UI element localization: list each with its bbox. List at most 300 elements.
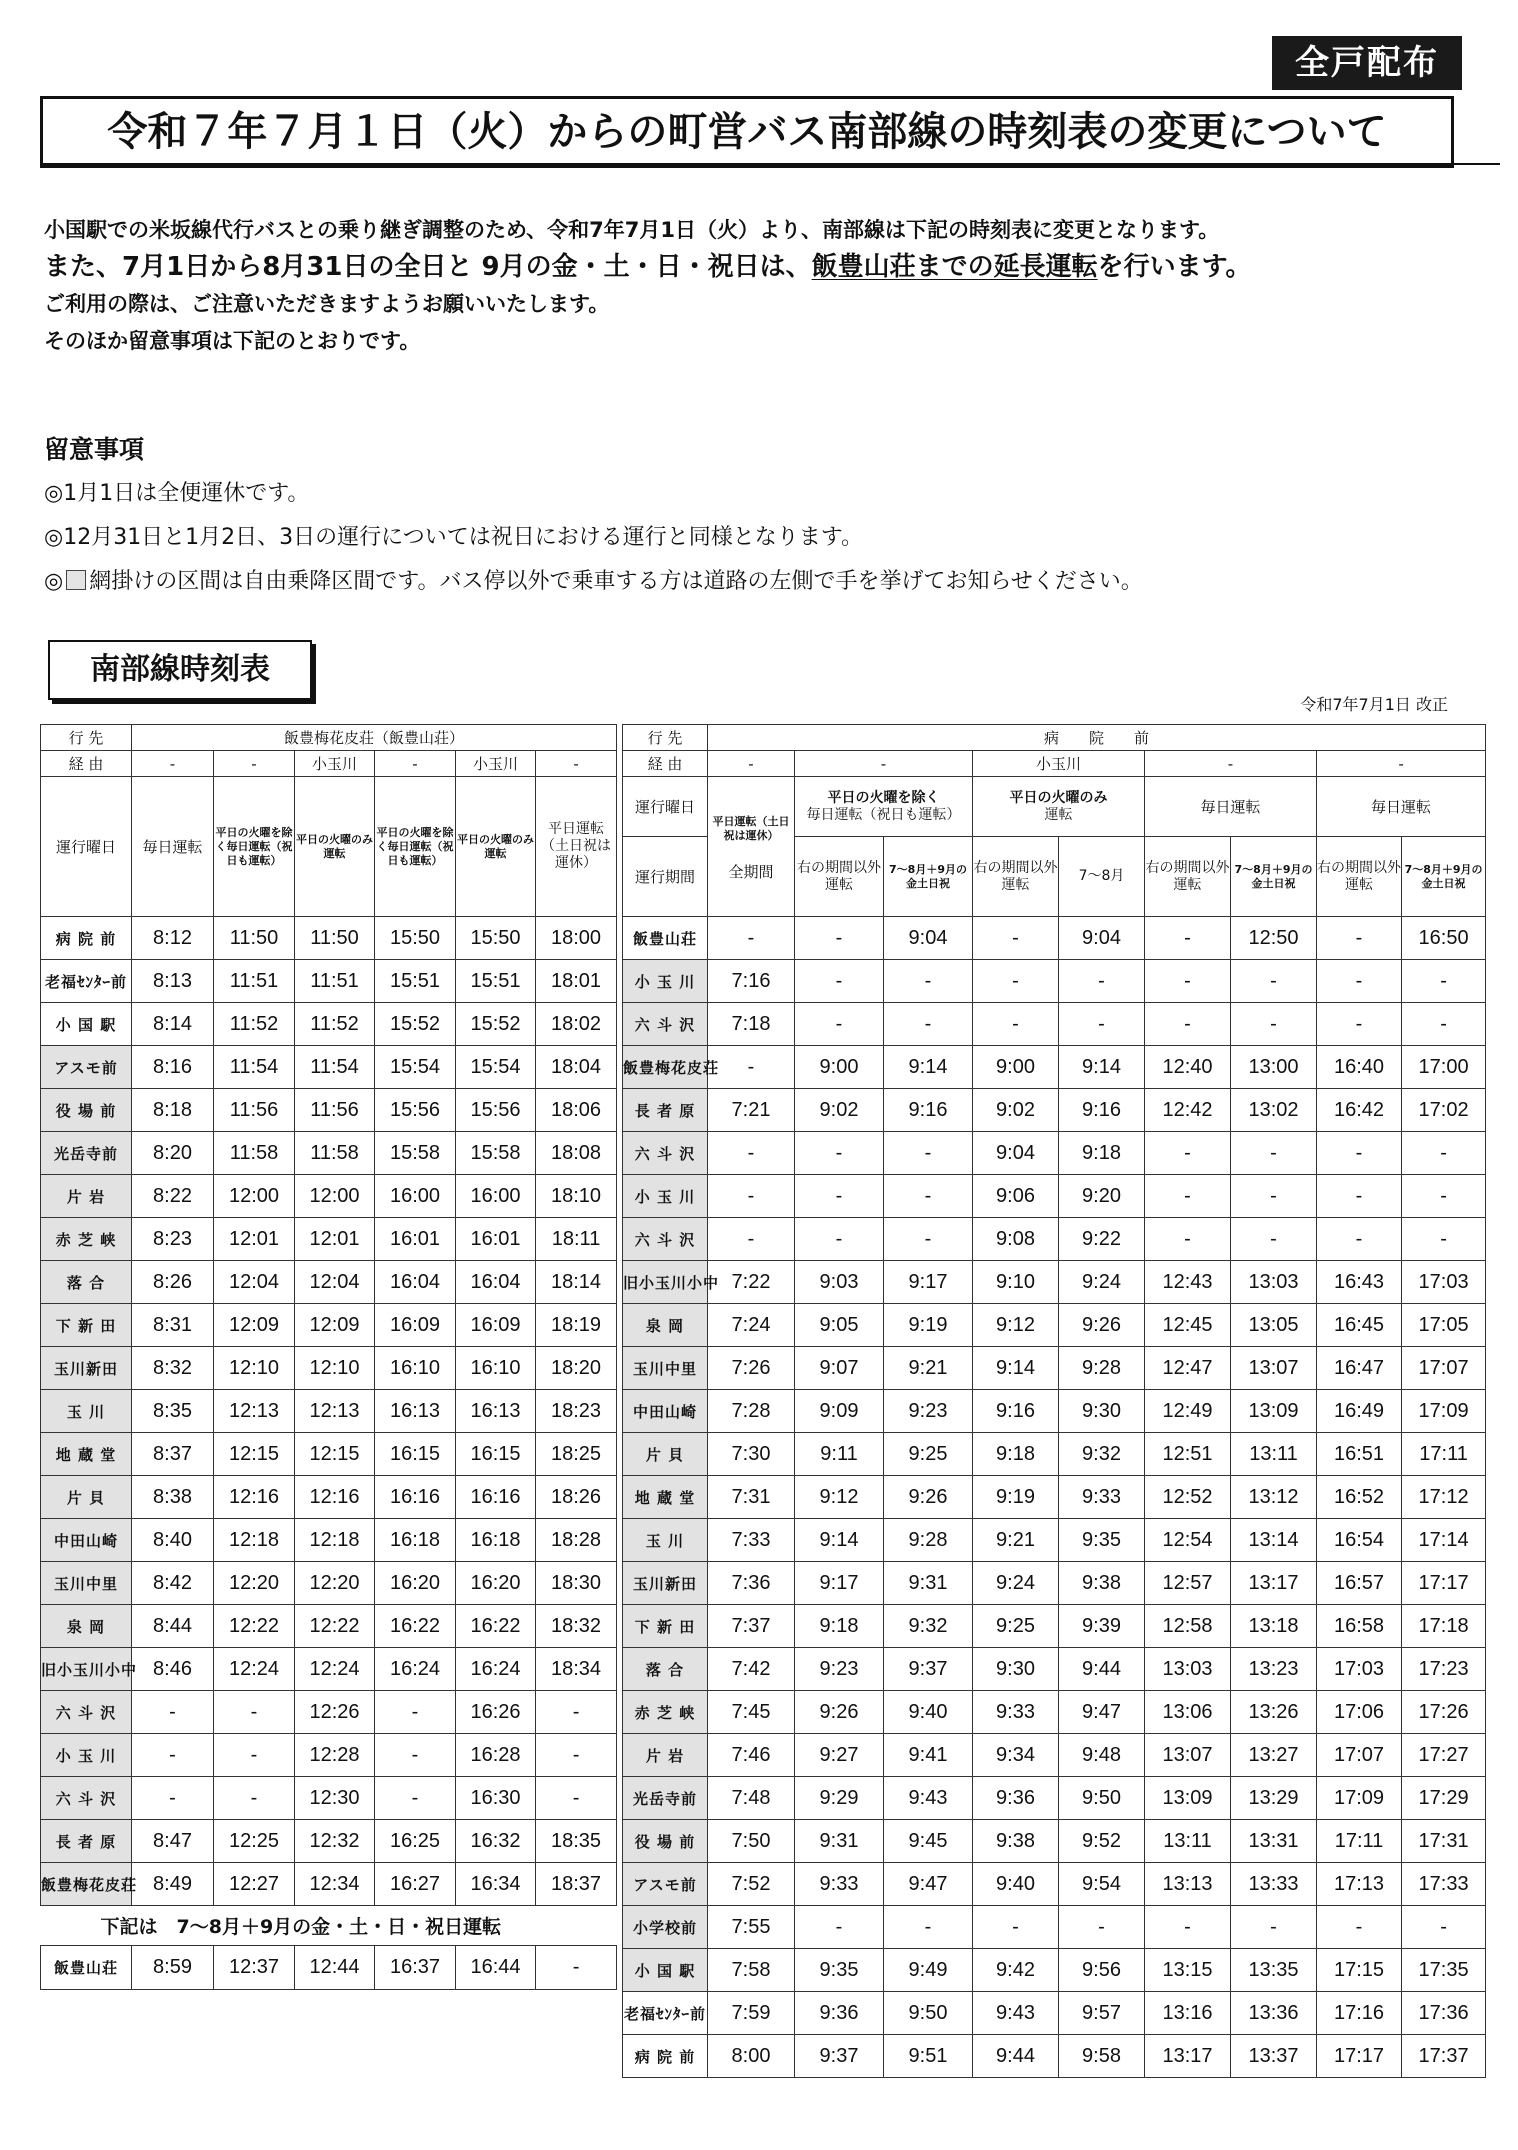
time-cell: 9:35 bbox=[1059, 1519, 1145, 1562]
table-row bbox=[623, 1132, 1486, 1175]
time-cell: - bbox=[1059, 960, 1145, 1003]
distribution-badge: 全戸配布 bbox=[1272, 36, 1462, 90]
stop-name: 病 院 前 bbox=[41, 917, 132, 960]
destination: 病 院 前 bbox=[708, 725, 1486, 751]
stop-name: 長 者 原 bbox=[623, 1089, 708, 1132]
via-cell: - bbox=[214, 751, 295, 777]
time-cell: 8:31 bbox=[132, 1304, 214, 1347]
table-row bbox=[41, 1433, 617, 1476]
via-cell: - bbox=[375, 751, 456, 777]
table-row bbox=[41, 1605, 617, 1648]
notes-heading: 留意事項 bbox=[44, 435, 145, 464]
table-row bbox=[41, 1562, 617, 1605]
time-cell: - bbox=[1145, 960, 1231, 1003]
time-cell: 12:49 bbox=[1145, 1390, 1231, 1433]
period-cell: 右の期間以外運転 bbox=[1145, 837, 1231, 917]
time-cell: 12:22 bbox=[295, 1605, 375, 1648]
time-cell: 9:43 bbox=[884, 1777, 973, 1820]
time-cell: 9:26 bbox=[795, 1691, 884, 1734]
time-cell: 13:07 bbox=[1145, 1734, 1231, 1777]
time-cell: 16:00 bbox=[456, 1175, 536, 1218]
time-cell: 18:26 bbox=[536, 1476, 617, 1519]
time-cell: 9:20 bbox=[1059, 1175, 1145, 1218]
time-cell: 9:38 bbox=[1059, 1562, 1145, 1605]
time-cell: 16:44 bbox=[456, 1946, 536, 1990]
time-cell: 8:00 bbox=[708, 2035, 795, 2078]
time-cell: 7:16 bbox=[708, 960, 795, 1003]
via-cell: - bbox=[708, 751, 795, 777]
time-cell: 12:45 bbox=[1145, 1304, 1231, 1347]
time-cell: 16:13 bbox=[456, 1390, 536, 1433]
time-cell: 13:06 bbox=[1145, 1691, 1231, 1734]
time-cell: 16:37 bbox=[375, 1946, 456, 1990]
time-cell: 17:03 bbox=[1402, 1261, 1486, 1304]
time-cell: 11:58 bbox=[214, 1132, 295, 1175]
table-row bbox=[41, 1304, 617, 1347]
stop-name: 六 斗 沢 bbox=[41, 1691, 132, 1734]
time-cell: 12:04 bbox=[214, 1261, 295, 1304]
table-row bbox=[623, 2035, 1486, 2078]
stop-name: 飯豊梅花皮荘 bbox=[623, 1046, 708, 1089]
time-cell: 12:54 bbox=[1145, 1519, 1231, 1562]
stop-name: 役 場 前 bbox=[623, 1820, 708, 1863]
time-cell: 9:26 bbox=[884, 1476, 973, 1519]
time-cell: 16:52 bbox=[1317, 1476, 1402, 1519]
table-row bbox=[41, 1476, 617, 1519]
period-cell: 右の期間以外運転 bbox=[973, 837, 1059, 917]
time-cell: - bbox=[1317, 1175, 1402, 1218]
time-cell: - bbox=[973, 1906, 1059, 1949]
time-cell: 9:17 bbox=[884, 1261, 973, 1304]
time-cell: 16:45 bbox=[1317, 1304, 1402, 1347]
time-cell: 17:17 bbox=[1402, 1562, 1486, 1605]
time-cell: 9:56 bbox=[1059, 1949, 1145, 1992]
time-cell: - bbox=[1402, 960, 1486, 1003]
time-cell: 9:25 bbox=[973, 1605, 1059, 1648]
stop-name: 落 合 bbox=[41, 1261, 132, 1304]
time-cell: 12:32 bbox=[295, 1820, 375, 1863]
table-row bbox=[623, 1519, 1486, 1562]
time-cell: 9:03 bbox=[795, 1261, 884, 1304]
title-divider bbox=[40, 163, 1500, 165]
time-cell: - bbox=[973, 1003, 1059, 1046]
time-cell: 7:46 bbox=[708, 1734, 795, 1777]
operation-days-cell: 毎日運転 bbox=[132, 777, 214, 917]
time-cell: 12:58 bbox=[1145, 1605, 1231, 1648]
time-cell: 12:01 bbox=[214, 1218, 295, 1261]
stop-name: 片 岩 bbox=[41, 1175, 132, 1218]
time-cell: 16:18 bbox=[375, 1519, 456, 1562]
table-row bbox=[623, 1949, 1486, 1992]
time-cell: 9:58 bbox=[1059, 2035, 1145, 2078]
table-row bbox=[623, 1046, 1486, 1089]
time-cell: 16:09 bbox=[456, 1304, 536, 1347]
time-cell: 15:56 bbox=[375, 1089, 456, 1132]
table-row bbox=[41, 1132, 617, 1175]
time-cell: 16:16 bbox=[375, 1476, 456, 1519]
time-cell: - bbox=[1059, 1906, 1145, 1949]
time-cell: 9:43 bbox=[973, 1992, 1059, 2035]
time-cell: 12:18 bbox=[295, 1519, 375, 1562]
time-cell: 9:36 bbox=[973, 1777, 1059, 1820]
time-cell: 7:55 bbox=[708, 1906, 795, 1949]
time-cell: 16:28 bbox=[456, 1734, 536, 1777]
time-cell: 7:52 bbox=[708, 1863, 795, 1906]
table-row bbox=[41, 1175, 617, 1218]
section-title: 南部線時刻表 bbox=[48, 640, 312, 700]
time-cell: 16:15 bbox=[375, 1433, 456, 1476]
time-cell: 8:20 bbox=[132, 1132, 214, 1175]
time-cell: 17:05 bbox=[1402, 1304, 1486, 1347]
time-cell: 12:13 bbox=[214, 1390, 295, 1433]
time-cell: 12:20 bbox=[295, 1562, 375, 1605]
via-cell: - bbox=[1317, 751, 1486, 777]
time-cell: 16:42 bbox=[1317, 1089, 1402, 1132]
label-via: 経 由 bbox=[623, 751, 708, 777]
table-row bbox=[623, 1648, 1486, 1691]
stop-name: 片 岩 bbox=[623, 1734, 708, 1777]
time-cell: 17:35 bbox=[1402, 1949, 1486, 1992]
table-row bbox=[623, 1089, 1486, 1132]
time-cell: 9:52 bbox=[1059, 1820, 1145, 1863]
time-cell: 9:19 bbox=[884, 1304, 973, 1347]
time-cell: - bbox=[1231, 1175, 1317, 1218]
operation-days-cell: 平日の火曜を除く毎日運転（祝日も運転） bbox=[375, 777, 456, 917]
time-cell: 12:15 bbox=[214, 1433, 295, 1476]
time-cell: 16:51 bbox=[1317, 1433, 1402, 1476]
time-cell: 9:16 bbox=[973, 1390, 1059, 1433]
operation-days-cell: 毎日運転 bbox=[1317, 777, 1486, 837]
time-cell: 16:22 bbox=[375, 1605, 456, 1648]
time-cell: 9:30 bbox=[1059, 1390, 1145, 1433]
time-cell: 18:35 bbox=[536, 1820, 617, 1863]
label-destination: 行 先 bbox=[623, 725, 708, 751]
time-cell: - bbox=[708, 1132, 795, 1175]
table-row bbox=[41, 1648, 617, 1691]
page-title: 令和７年７月１日（火）からの町営バス南部線の時刻表の変更について bbox=[40, 96, 1454, 168]
table-row bbox=[623, 1304, 1486, 1347]
time-cell: 16:16 bbox=[456, 1476, 536, 1519]
time-cell: 11:54 bbox=[295, 1046, 375, 1089]
time-cell: 9:33 bbox=[795, 1863, 884, 1906]
time-cell: - bbox=[1145, 1132, 1231, 1175]
operation-days-cell: 平日の火曜のみ 運転 bbox=[973, 777, 1145, 837]
time-cell: 12:13 bbox=[295, 1390, 375, 1433]
time-cell: 16:54 bbox=[1317, 1519, 1402, 1562]
time-cell: 13:23 bbox=[1231, 1648, 1317, 1691]
table-row bbox=[41, 1820, 617, 1863]
time-cell: 9:18 bbox=[1059, 1132, 1145, 1175]
table-row bbox=[41, 1519, 617, 1562]
table-row bbox=[623, 1605, 1486, 1648]
time-cell: 18:34 bbox=[536, 1648, 617, 1691]
time-cell: 17:26 bbox=[1402, 1691, 1486, 1734]
time-cell: 16:09 bbox=[375, 1304, 456, 1347]
time-cell: 12:22 bbox=[214, 1605, 295, 1648]
time-cell: 9:00 bbox=[973, 1046, 1059, 1089]
time-cell: 13:09 bbox=[1145, 1777, 1231, 1820]
time-cell: - bbox=[884, 1218, 973, 1261]
time-cell: 7:30 bbox=[708, 1433, 795, 1476]
time-cell: 7:45 bbox=[708, 1691, 795, 1734]
period-cell: 7～8月＋9月の金土日祝 bbox=[1231, 837, 1317, 917]
time-cell: 13:26 bbox=[1231, 1691, 1317, 1734]
time-cell: 8:37 bbox=[132, 1433, 214, 1476]
label-period: 運行期間 bbox=[623, 837, 708, 917]
time-cell: 16:50 bbox=[1402, 917, 1486, 960]
time-cell: 18:25 bbox=[536, 1433, 617, 1476]
time-cell: 16:10 bbox=[375, 1347, 456, 1390]
time-cell: 7:28 bbox=[708, 1390, 795, 1433]
time-cell: 9:12 bbox=[795, 1476, 884, 1519]
time-cell: - bbox=[884, 1906, 973, 1949]
stop-name: 泉 岡 bbox=[41, 1605, 132, 1648]
time-cell: 8:22 bbox=[132, 1175, 214, 1218]
stop-name: 光岳寺前 bbox=[41, 1132, 132, 1175]
time-cell: 15:50 bbox=[456, 917, 536, 960]
time-cell: 8:12 bbox=[132, 917, 214, 960]
time-cell: - bbox=[214, 1691, 295, 1734]
time-cell: 12:18 bbox=[214, 1519, 295, 1562]
time-cell: - bbox=[214, 1734, 295, 1777]
time-cell: 12:16 bbox=[214, 1476, 295, 1519]
time-cell: 9:05 bbox=[795, 1304, 884, 1347]
time-cell: - bbox=[708, 1046, 795, 1089]
time-cell: 9:32 bbox=[884, 1605, 973, 1648]
time-cell: 7:21 bbox=[708, 1089, 795, 1132]
time-cell: - bbox=[973, 917, 1059, 960]
time-cell: 12:40 bbox=[1145, 1046, 1231, 1089]
time-cell: 9:42 bbox=[973, 1949, 1059, 1992]
time-cell: 16:34 bbox=[456, 1863, 536, 1906]
time-cell: 18:14 bbox=[536, 1261, 617, 1304]
time-cell: 12:24 bbox=[295, 1648, 375, 1691]
time-cell: - bbox=[1317, 960, 1402, 1003]
time-cell: 16:13 bbox=[375, 1390, 456, 1433]
time-cell: 16:24 bbox=[375, 1648, 456, 1691]
time-cell: 13:02 bbox=[1231, 1089, 1317, 1132]
time-cell: - bbox=[1402, 1003, 1486, 1046]
stop-name: 下 新 田 bbox=[623, 1605, 708, 1648]
time-cell: 16:25 bbox=[375, 1820, 456, 1863]
time-cell: 18:30 bbox=[536, 1562, 617, 1605]
time-cell: 12:47 bbox=[1145, 1347, 1231, 1390]
time-cell: 16:18 bbox=[456, 1519, 536, 1562]
time-cell: 18:32 bbox=[536, 1605, 617, 1648]
time-cell: 9:04 bbox=[884, 917, 973, 960]
table-row bbox=[623, 1003, 1486, 1046]
table-row bbox=[41, 1261, 617, 1304]
time-cell: 17:31 bbox=[1402, 1820, 1486, 1863]
time-cell: 15:54 bbox=[456, 1046, 536, 1089]
time-cell: 8:44 bbox=[132, 1605, 214, 1648]
time-cell: 9:44 bbox=[1059, 1648, 1145, 1691]
time-cell: 12:01 bbox=[295, 1218, 375, 1261]
time-cell: 13:00 bbox=[1231, 1046, 1317, 1089]
time-cell: 9:21 bbox=[884, 1347, 973, 1390]
time-cell: - bbox=[795, 1175, 884, 1218]
time-cell: - bbox=[973, 960, 1059, 1003]
period-cell: 7～8月 bbox=[1059, 837, 1145, 917]
time-cell: 9:18 bbox=[973, 1433, 1059, 1476]
time-cell: 7:31 bbox=[708, 1476, 795, 1519]
time-cell: 11:52 bbox=[295, 1003, 375, 1046]
time-cell: 13:36 bbox=[1231, 1992, 1317, 2035]
table-row bbox=[623, 1261, 1486, 1304]
time-cell: 9:37 bbox=[884, 1648, 973, 1691]
time-cell: - bbox=[375, 1691, 456, 1734]
time-cell: 7:36 bbox=[708, 1562, 795, 1605]
table-row bbox=[623, 1562, 1486, 1605]
time-cell: 9:14 bbox=[884, 1046, 973, 1089]
time-cell: 16:40 bbox=[1317, 1046, 1402, 1089]
time-cell: 16:27 bbox=[375, 1863, 456, 1906]
time-cell: 12:04 bbox=[295, 1261, 375, 1304]
time-cell: 7:42 bbox=[708, 1648, 795, 1691]
time-cell: 16:15 bbox=[456, 1433, 536, 1476]
time-cell: - bbox=[708, 1218, 795, 1261]
time-cell: 17:23 bbox=[1402, 1648, 1486, 1691]
revision-date: 令和7年7月1日 改正 bbox=[1300, 695, 1448, 714]
time-cell: - bbox=[536, 1777, 617, 1820]
time-cell: 8:16 bbox=[132, 1046, 214, 1089]
time-cell: - bbox=[1145, 1218, 1231, 1261]
table-row bbox=[623, 1992, 1486, 2035]
time-cell: 17:16 bbox=[1317, 1992, 1402, 2035]
time-cell: 17:00 bbox=[1402, 1046, 1486, 1089]
time-cell: 18:20 bbox=[536, 1347, 617, 1390]
time-cell: 7:26 bbox=[708, 1347, 795, 1390]
time-cell: - bbox=[1231, 1003, 1317, 1046]
time-cell: 13:11 bbox=[1145, 1820, 1231, 1863]
time-cell: 17:06 bbox=[1317, 1691, 1402, 1734]
operation-days-cell: 平日の火曜を除く毎日運転（祝日も運転） bbox=[214, 777, 295, 917]
time-cell: 17:03 bbox=[1317, 1648, 1402, 1691]
time-cell: 9:33 bbox=[973, 1691, 1059, 1734]
time-cell: - bbox=[536, 1691, 617, 1734]
time-cell: 12:26 bbox=[295, 1691, 375, 1734]
time-cell: 15:58 bbox=[375, 1132, 456, 1175]
stop-name: 老福ｾﾝﾀｰ前 bbox=[623, 1992, 708, 2035]
time-cell: 13:27 bbox=[1231, 1734, 1317, 1777]
time-cell: 13:03 bbox=[1145, 1648, 1231, 1691]
time-cell: 17:15 bbox=[1317, 1949, 1402, 1992]
stop-name: 玉川新田 bbox=[623, 1562, 708, 1605]
time-cell: 16:32 bbox=[456, 1820, 536, 1863]
time-cell: 9:48 bbox=[1059, 1734, 1145, 1777]
time-cell: 9:22 bbox=[1059, 1218, 1145, 1261]
time-cell: - bbox=[1231, 1218, 1317, 1261]
time-cell: - bbox=[536, 1946, 617, 1990]
table-row bbox=[623, 1433, 1486, 1476]
time-cell: 12:30 bbox=[295, 1777, 375, 1820]
time-cell: 8:40 bbox=[132, 1519, 214, 1562]
table-row bbox=[41, 1691, 617, 1734]
table-row bbox=[623, 1734, 1486, 1777]
stop-name: 光岳寺前 bbox=[623, 1777, 708, 1820]
time-cell: - bbox=[132, 1777, 214, 1820]
time-cell: 17:13 bbox=[1317, 1863, 1402, 1906]
intro-line-1: 小国駅での米坂線代行バスとの乗り継ぎ調整のため、令和7年7月1日（火）より、南部線は下記の時刻表に変更となります。 bbox=[44, 218, 1220, 242]
time-cell: 9:27 bbox=[795, 1734, 884, 1777]
time-cell: - bbox=[1231, 1906, 1317, 1949]
time-cell: 8:59 bbox=[132, 1946, 214, 1990]
stop-name: 片 貝 bbox=[623, 1433, 708, 1476]
time-cell: 9:31 bbox=[795, 1820, 884, 1863]
stop-name: 玉川中里 bbox=[623, 1347, 708, 1390]
time-cell: 17:12 bbox=[1402, 1476, 1486, 1519]
time-cell: 16:47 bbox=[1317, 1347, 1402, 1390]
time-cell: 18:11 bbox=[536, 1218, 617, 1261]
stop-name: 小 玉 川 bbox=[41, 1734, 132, 1777]
time-cell: - bbox=[536, 1734, 617, 1777]
destination: 飯豊梅花皮荘（飯豊山荘） bbox=[132, 725, 617, 751]
time-cell: 17:11 bbox=[1402, 1433, 1486, 1476]
time-cell: 17:14 bbox=[1402, 1519, 1486, 1562]
time-cell: 16:49 bbox=[1317, 1390, 1402, 1433]
time-cell: - bbox=[1402, 1906, 1486, 1949]
time-cell: 13:14 bbox=[1231, 1519, 1317, 1562]
table-row bbox=[623, 960, 1486, 1003]
time-cell: - bbox=[1317, 917, 1402, 960]
extension-note: 下記は 7～8月＋9月の金・土・日・祝日運転 bbox=[41, 1906, 536, 1946]
stop-name: 玉 川 bbox=[41, 1390, 132, 1433]
time-cell: 9:50 bbox=[1059, 1777, 1145, 1820]
time-cell: 9:57 bbox=[1059, 1992, 1145, 2035]
time-cell: 11:54 bbox=[214, 1046, 295, 1089]
time-cell: 13:37 bbox=[1231, 2035, 1317, 2078]
time-cell: 16:58 bbox=[1317, 1605, 1402, 1648]
time-cell: 11:50 bbox=[214, 917, 295, 960]
time-cell: 17:07 bbox=[1402, 1347, 1486, 1390]
time-cell: 12:15 bbox=[295, 1433, 375, 1476]
operation-days-cell: 平日の火曜のみ運転 bbox=[456, 777, 536, 917]
time-cell: - bbox=[1231, 960, 1317, 1003]
time-cell: 9:28 bbox=[1059, 1347, 1145, 1390]
time-cell: 12:51 bbox=[1145, 1433, 1231, 1476]
table-row bbox=[623, 1691, 1486, 1734]
time-cell: 17:18 bbox=[1402, 1605, 1486, 1648]
stop-name: 六 斗 沢 bbox=[623, 1218, 708, 1261]
table-row bbox=[41, 1218, 617, 1261]
time-cell: - bbox=[1145, 1003, 1231, 1046]
stop-name: 飯豊梅花皮荘 bbox=[41, 1863, 132, 1906]
time-cell: 13:05 bbox=[1231, 1304, 1317, 1347]
via-cell: - bbox=[132, 751, 214, 777]
time-cell: - bbox=[708, 917, 795, 960]
time-cell: - bbox=[1317, 1003, 1402, 1046]
time-cell: 8:38 bbox=[132, 1476, 214, 1519]
table-row bbox=[623, 1476, 1486, 1519]
table-row bbox=[623, 1347, 1486, 1390]
stop-name: 中田山崎 bbox=[623, 1390, 708, 1433]
time-cell: 12:10 bbox=[214, 1347, 295, 1390]
time-cell: 15:52 bbox=[375, 1003, 456, 1046]
time-cell: 15:56 bbox=[456, 1089, 536, 1132]
time-cell: 9:50 bbox=[884, 1992, 973, 2035]
via-cell: 小玉川 bbox=[295, 751, 375, 777]
time-cell: 9:26 bbox=[1059, 1304, 1145, 1347]
time-cell: 12:57 bbox=[1145, 1562, 1231, 1605]
table-row bbox=[623, 1820, 1486, 1863]
table-row bbox=[41, 1046, 617, 1089]
stop-name: 片 貝 bbox=[41, 1476, 132, 1519]
time-cell: 8:13 bbox=[132, 960, 214, 1003]
time-cell: 17:33 bbox=[1402, 1863, 1486, 1906]
stop-name: 玉 川 bbox=[623, 1519, 708, 1562]
stop-name: 役 場 前 bbox=[41, 1089, 132, 1132]
via-cell: - bbox=[795, 751, 973, 777]
